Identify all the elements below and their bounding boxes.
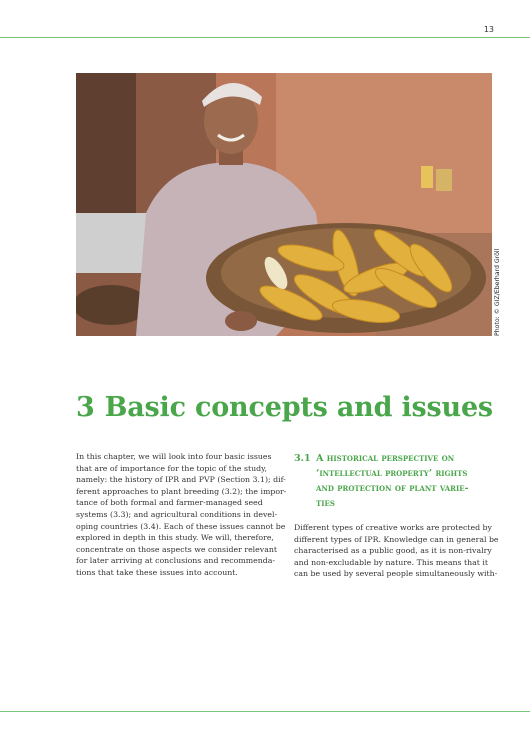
intro-line: systems (3.3); and agricultural conditions in devel- [76, 509, 278, 519]
section-title-line: ‘intellectual property’ rights [316, 468, 468, 479]
intro-line: tance of both formal and farmer-managed seed [76, 498, 263, 508]
intro-line: explored in depth in this study. We will, therefore, [76, 533, 274, 543]
chapter-title-text: Basic concepts and issues [104, 392, 493, 423]
body-line: characterised as a public good, as it is non-rivalry [294, 546, 492, 556]
section-body-paragraph [294, 522, 499, 580]
section-title-line: and protection of plant varie- [316, 483, 469, 494]
top-rule [0, 37, 530, 38]
bottom-rule [0, 711, 530, 712]
intro-line: In this chapter, we will look into four basic issues [76, 452, 272, 461]
section-title-line: ties [316, 498, 335, 509]
intro-line: ferent approaches to plant breeding (3.2); the impor- [76, 486, 287, 496]
intro-line: for later arriving at conclusions and recommenda- [76, 556, 276, 566]
body-line: different types of IPR. Knowledge can in general be [294, 534, 499, 544]
intro-line: namely: the history of IPR and PVP (Section 3.1); dif- [76, 475, 286, 485]
body-line: can be used by several people simultaneously with- [294, 569, 498, 579]
intro-line: concentrate on those aspects we consider relevant [76, 544, 278, 554]
section-title-line: A historical perspective on [316, 453, 455, 464]
section-heading [294, 451, 494, 511]
intro-line: tions that take these issues into account. [76, 567, 238, 577]
chapter-title [76, 392, 493, 423]
page-number: 13 [483, 25, 494, 34]
chapter-number: 3 [76, 392, 95, 423]
body-line: Different types of creative works are protected by [294, 523, 492, 532]
section-number: 3.1 [294, 453, 311, 464]
body-line: and non-excludable by nature. This means that it [294, 557, 489, 567]
intro-line: oping countries (3.4). Each of these issues cannot be [76, 521, 286, 531]
intro-paragraph [76, 451, 287, 579]
photo-credit: Photo: © GIZ/Eberhard Gröll [494, 248, 501, 336]
photo-woman-with-corn-basket [76, 73, 492, 336]
intro-line: that are of importance for the topic of the study, [76, 463, 267, 473]
